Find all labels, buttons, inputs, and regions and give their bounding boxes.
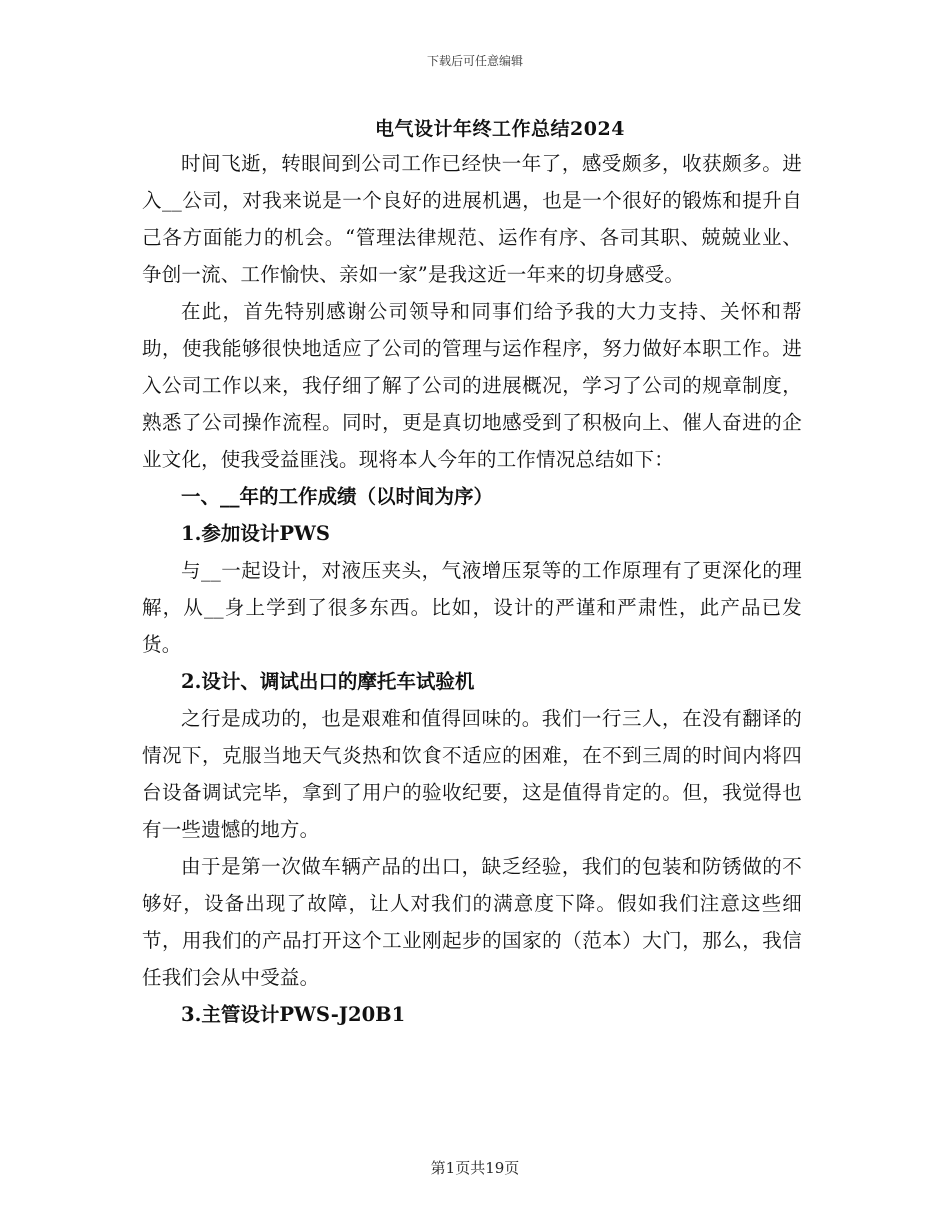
paragraph-thanks: 在此，首先特别感谢公司领导和同事们给予我的大力支持、关怀和帮助，使我能够很快地适应了公司的管理与运作程序，努力做好本职工作。进入公司工作以来，我仔细了解了公司的进展概况，学习了公司的规章制度，熟悉了公司操作流程。同时，更是真切地感受到了积极向上、催人奋进的企业文化，使我受益匪浅。现将本人今年的工作情况总结如下： bbox=[142, 300, 802, 471]
document-title: 电气设计年终工作总结2024 bbox=[375, 118, 625, 140]
subheading-motorcycle-tester: 2.设计、调试出口的摩托车试验机 bbox=[181, 670, 475, 693]
page-header-note: 下载后可任意编辑 bbox=[426, 54, 523, 68]
section-heading-achievements: 一、__年的工作成绩（以时间为序） bbox=[181, 485, 494, 508]
paragraph-intro: 时间飞逝，转眼间到公司工作已经快一年了，感受颇多，收获颇多。进入__公司，对我来说是一个良好的进展机遇，也是一个很好的锻炼和提升自己各方面能力的机会。“管理法律规范、运作有序、各司其职、兢兢业业、争创一流、工作愉快、亲如一家”是我这近一年来的切身感受。 bbox=[142, 152, 802, 286]
page-number-footer: 第1页共19页 bbox=[430, 1159, 520, 1177]
paragraph-lessons: 由于是第一次做车辆产品的出口，缺乏经验，我们的包装和防锈做的不够好，设备出现了故障，让人对我们的满意度下降。假如我们注意这些细节，用我们的产品打开这个工业刚起步的国家的（范本）大门，那么，我信任我们会从中受益。 bbox=[142, 855, 802, 989]
subheading-pws: 1.参加设计PWS bbox=[181, 522, 331, 545]
subheading-pws-j20b1: 3.主管设计PWS-J20B1 bbox=[181, 1003, 406, 1026]
document-body bbox=[142, 145, 802, 1033]
paragraph-pws: 与__一起设计，对液压夹头，气液增压泵等的工作原理有了更深化的理解，从__身上学到了很多东西。比如，设计的严谨和严肃性，此产品已发货。 bbox=[142, 559, 802, 656]
paragraph-trip: 之行是成功的，也是艰难和值得回味的。我们一行三人，在没有翻译的情况下，克服当地天气炎热和饮食不适应的困难，在不到三周的时间内将四台设备调试完毕，拿到了用户的验收纪要，这是值得肯定的。但，我觉得也有一些遗憾的地方。 bbox=[142, 707, 802, 841]
